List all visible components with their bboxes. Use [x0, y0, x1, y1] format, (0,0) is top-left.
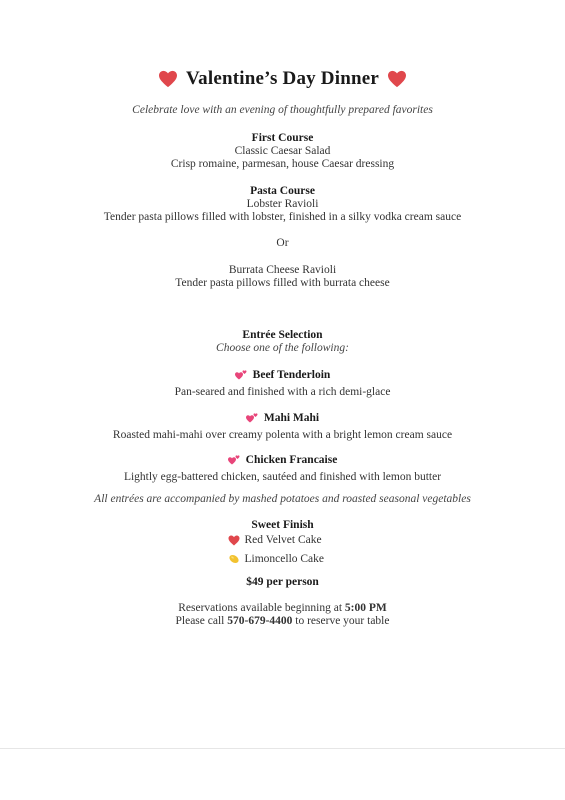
pasta-description-2: Tender pasta pillows filled with burrata cheese	[175, 277, 390, 289]
entree-item	[0, 411, 565, 442]
entree-description: Pan-seared and finished with a rich demi-glace	[174, 386, 391, 398]
two-hearts-icon	[246, 412, 259, 424]
first-course-description: Crisp romaine, parmesan, house Caesar dressing	[170, 158, 395, 170]
dessert-name: Limoncello Cake	[244, 552, 325, 565]
entree-item	[0, 453, 565, 484]
dessert-item	[228, 534, 322, 546]
call-prefix: Please call	[175, 615, 228, 627]
entree-heading: Entrée Selection	[242, 329, 323, 341]
page-title: Valentine’s Day Dinner	[186, 68, 379, 89]
entree-item	[0, 368, 565, 399]
entree-note: All entrées are accompanied by mashed potatoes and roasted seasonal vegetables	[94, 493, 471, 505]
two-hearts-icon	[228, 454, 241, 466]
entree-subheading: Choose one of the following:	[216, 342, 349, 354]
lemon-icon	[228, 553, 240, 564]
entree-section-header	[0, 329, 565, 355]
price: $49 per person	[246, 576, 319, 588]
title-row	[0, 68, 565, 90]
two-hearts-icon	[235, 369, 248, 381]
first-course-dish: Classic Caesar Salad	[234, 145, 331, 157]
reservations-section	[0, 602, 565, 628]
first-course-section	[0, 132, 565, 171]
pasta-dish-1: Lobster Ravioli	[246, 198, 319, 210]
tagline: Celebrate love with an evening of thoughtfully prepared favorites	[132, 104, 433, 116]
pasta-course-section	[0, 185, 565, 224]
call-suffix: to reserve your table	[292, 615, 390, 627]
entree-name: Mahi Mahi	[263, 412, 320, 424]
pasta-course-heading: Pasta Course	[250, 185, 315, 197]
scan-edge-divider	[0, 748, 565, 749]
sweet-finish-heading: Sweet Finish	[251, 519, 314, 531]
entree-name: Beef Tenderloin	[252, 369, 331, 381]
reservations-line	[0, 602, 565, 615]
entree-description: Roasted mahi-mahi over creamy polenta with a bright lemon cream sauce	[112, 429, 453, 441]
entree-description: Lightly egg-battered chicken, sautéed and finished with lemon butter	[123, 471, 442, 483]
dessert-name: Red Velvet Cake	[244, 534, 322, 546]
phone-number: 570-679-4400	[227, 615, 293, 627]
heart-icon	[387, 70, 407, 88]
dessert-item	[228, 553, 325, 565]
entree-name: Chicken Francaise	[245, 454, 338, 466]
first-course-heading: First Course	[251, 132, 314, 144]
heart-icon	[228, 535, 240, 546]
or-separator: Or	[276, 237, 289, 249]
pasta-description-1: Tender pasta pillows filled with lobster, finished in a silky vodka cream sauce	[103, 211, 462, 223]
call-line	[0, 615, 565, 628]
pasta-dish-2: Burrata Cheese Ravioli	[228, 264, 337, 276]
pasta-option-2	[0, 264, 565, 290]
reservation-time: 5:00 PM	[344, 602, 387, 614]
reservations-prefix: Reservations available beginning at	[178, 602, 345, 614]
heart-icon	[158, 70, 178, 88]
sweet-finish-section	[0, 519, 565, 569]
